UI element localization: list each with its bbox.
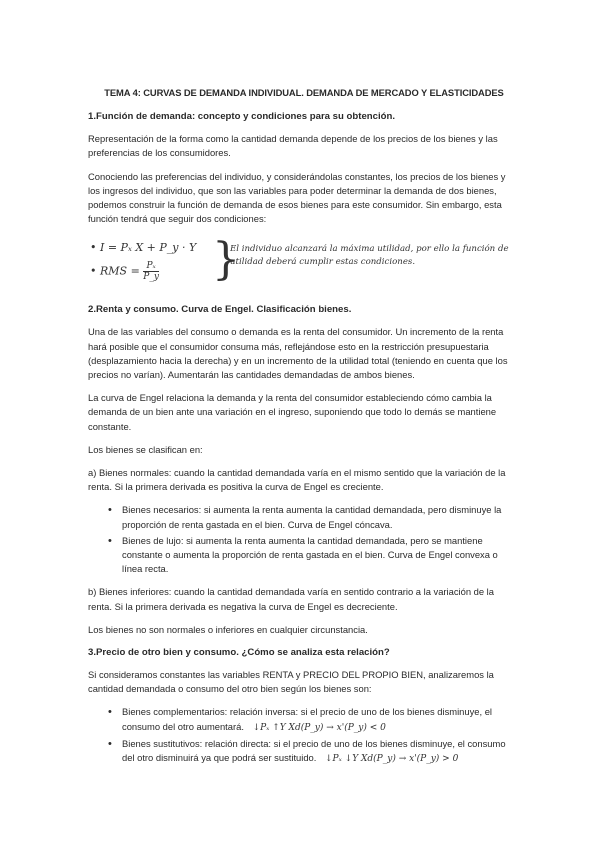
substitute-handwritten-formula: ↓Pₓ ↓Y Xd(P_y) → x'(P_y) > 0	[325, 754, 459, 765]
section-3-paragraph-1: Si consideramos constantes las variables RENTA y PRECIO DEL PROPIO BIEN, analizaremos la cantidad demandada o consumo del otro bien según los bienes son:	[88, 669, 494, 695]
document-title: TEMA 4: CURVAS DE DEMANDA INDIVIDUAL. DEMANDA DE MERCADO Y ELASTICIDADES	[104, 87, 504, 98]
handwritten-note: El individuo alcanzará la máxima utilidad, por ello la función de utilidad deberá cumplir estas condiciones.	[230, 244, 509, 268]
substitute-goods-text: Bienes sustitutivos: relación directa: si el precio de uno de los bienes disminuye, el consumo del otro disminuirá ya que podrá ser sustituido.	[122, 737, 506, 764]
rms-label: • RMS =	[90, 264, 140, 278]
list-item	[122, 737, 520, 766]
section-2-heading: 2.Renta y consumo. Curva de Engel. Clasificación bienes.	[88, 304, 352, 316]
section-2-paragraph-5: b) Bienes inferiores: cuando la cantidad demandada varía en sentido contrario a la variación de la renta. Si la primera derivada es negativa la curva de Engel es decreciente.	[88, 586, 494, 612]
goods-relation-list	[88, 705, 520, 766]
fraction-denominator: P_y	[143, 272, 159, 283]
section-2-paragraph-1: Una de las variables del consumo o demanda es la renta del consumidor. Un incremento de la renta hará posible que el consumidor consuma más, reflejándose esto en la restricción presupuestaria (desplazamiento hacia la derecha) y en un incremento de la utilidad total (teniendo en cuenta que los precios no varían). Aumentarán las cantidades demandadas de ambos bienes.	[88, 326, 508, 381]
document-content	[88, 86, 520, 775]
section-2-paragraph-4: a) Bienes normales: cuando la cantidad demandada varía en el mismo sentido que la variación de la renta. Si la primera derivada es positiva la curva de Engel es creciente.	[88, 467, 506, 493]
price-ratio-fraction	[143, 261, 159, 282]
list-item: • Bienes necesarios: si aumenta la renta aumenta la cantidad demandada, pero disminuye la proporción de renta gastada en el bien. Curva de Engel cóncava.	[122, 503, 520, 531]
list-item	[122, 705, 520, 734]
fraction-numerator: Pₓ	[143, 261, 159, 272]
section-2-paragraph-3: Los bienes se clasifican en:	[88, 443, 203, 455]
list-item: • Bienes de lujo: si aumenta la renta aumenta la cantidad demandada, pero se mantiene constante o aumenta la proporción de renta gastada en el bien. Curva de Engel convexa o línea recta.	[122, 534, 520, 577]
curly-brace-icon: }	[212, 234, 240, 286]
section-3-heading: 3.Precio de otro bien y consumo. ¿Cómo se analiza esta relación?	[88, 647, 390, 659]
complementary-handwritten-formula: ↓Pₓ ↑Y Xd(P_y) → x'(P_y) < 0	[252, 722, 386, 733]
rms-formula	[90, 261, 159, 282]
section-1-paragraph-2: Conociendo las preferencias del individuo, y considerándolas constantes, los precios de los bienes y los ingresos del individuo, que son las variables para poder determinar la demanda de dos bienes, podemos construir la función de demanda de esos bienes para este consumidor. Sin embargo, esta función tendrá que seguir dos condiciones:	[88, 170, 506, 225]
budget-constraint-formula: • I = Pₓ X + P_y · Y	[90, 241, 197, 255]
section-2-paragraph-2: La curva de Engel relaciona la demanda y la renta del consumidor estableciendo cómo cambia la demanda de un bien ante una variación en el ingreso, suponiendo que todo lo demás se mantiene constante.	[88, 392, 497, 432]
handwritten-formulas	[88, 235, 520, 289]
complementary-goods-text: Bienes complementarios: relación inversa: si el precio de uno de los bienes disminuye, el consumo del otro aumentará.	[122, 706, 492, 732]
normal-goods-list	[88, 503, 520, 576]
section-2-paragraph-6: Los bienes no son normales o inferiores en cualquier circunstancia.	[88, 623, 368, 635]
section-1-heading: 1.Función de demanda: concepto y condiciones para su obtención.	[88, 111, 396, 123]
section-1-paragraph-1: Representación de la forma como la cantidad demanda depende de los precios de los bienes y las preferencias de los consumidores.	[88, 133, 498, 159]
